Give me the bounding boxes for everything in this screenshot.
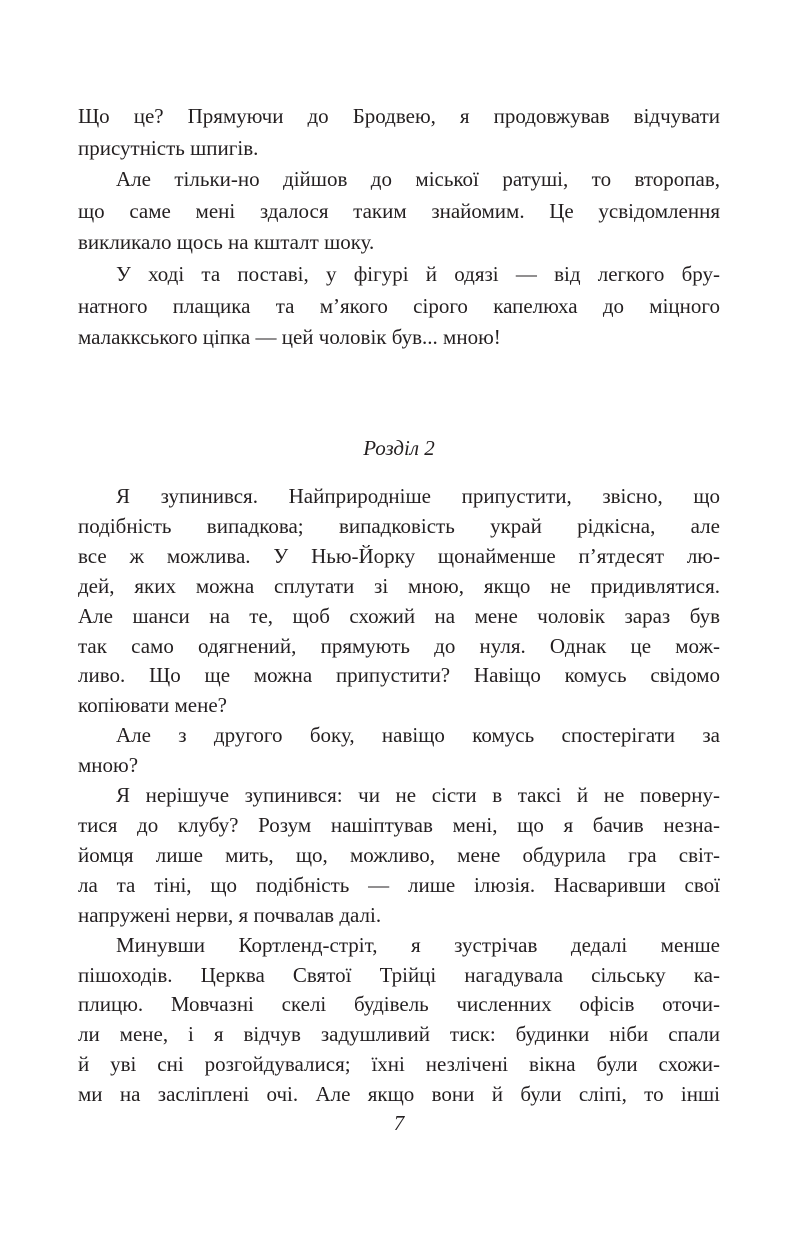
text-line: так само одягнений, прямують до нуля. Однак це мож- xyxy=(78,633,720,658)
text-line: й уві сні розгойдувалися; їхні незлічені вікна були схожи- xyxy=(78,1052,720,1077)
text-line: присутність шпигів. xyxy=(78,135,259,160)
text-line: ливо. Що ще можна припустити? Навіщо комусь свідомо xyxy=(78,663,720,688)
paragraph xyxy=(78,164,720,259)
paragraph xyxy=(78,721,720,781)
text-line: ли мене, і я відчув задушливий тиск: будинки ніби спали xyxy=(78,1022,720,1047)
text-line: Я нерішуче зупинився: чи не сісти в таксі й не поверну- xyxy=(116,783,720,808)
text-line: подібність випадкова; випадковість украй рідкісна, але xyxy=(78,513,720,538)
text-line: що саме мені здалося таким знайомим. Це усвідомлення xyxy=(78,198,720,223)
text-line: малаккського ціпка — цей чоловік був... мною! xyxy=(78,325,501,350)
text-line: дей, яких можна сплутати зі мною, якщо не придивлятися. xyxy=(78,573,720,598)
text-block-top xyxy=(78,101,720,354)
paragraph xyxy=(78,781,720,931)
paragraph xyxy=(78,482,720,721)
text-line: натного плащика та м’якого сірого капелюха до міцного xyxy=(78,293,720,318)
text-line: Минувши Кортленд-стріт, я зустрічав дедалі менше xyxy=(116,932,720,957)
text-block-chapter xyxy=(78,482,720,1110)
text-line: Що це? Прямуючи до Бродвею, я продовжував відчувати xyxy=(78,104,720,128)
text-line: тися до клубу? Розум нашіптував мені, що я бачив незна- xyxy=(78,812,720,837)
text-line: ла та тіні, що подібність — лише ілюзія. Насваривши свої xyxy=(78,872,720,897)
text-line: копіювати мене? xyxy=(78,693,227,718)
text-line: Але шанси на те, щоб схожий на мене чоловік зараз був xyxy=(78,603,720,628)
paragraph xyxy=(78,931,720,1110)
text-line: Але тільки-но дійшов до міської ратуші, то второпав, xyxy=(116,167,720,192)
paragraph xyxy=(78,101,720,164)
text-line: Але з другого боку, навіщо комусь спостерігати за xyxy=(116,723,720,748)
text-line: мною? xyxy=(78,753,139,778)
paragraph xyxy=(78,259,720,354)
text-line: Я зупинився. Найприродніше припустити, звісно, що xyxy=(116,484,720,508)
page-number: 7 xyxy=(393,1111,405,1135)
text-line: йомця лише мить, що, можливо, мене обдурила гра світ- xyxy=(78,842,720,867)
text-line: все ж можлива. У Нью-Йорку щонайменше п’ятдесят лю- xyxy=(78,543,720,568)
chapter-heading: Розділ 2 xyxy=(363,436,435,460)
text-line: У ході та поставі, у фігурі й одязі — від легкого бру- xyxy=(116,261,720,286)
text-line: пішоходів. Церква Святої Трійці нагадувала сільську ка- xyxy=(78,962,720,987)
text-line: напружені нерви, я почвалав далі. xyxy=(78,902,382,927)
text-line: плицю. Мовчазні скелі будівель численних офісів оточи- xyxy=(78,992,720,1017)
text-line: ми на засліплені очі. Але якщо вони й були сліпі, то інші xyxy=(78,1082,720,1107)
text-line: викликало щось на кшталт шоку. xyxy=(78,230,375,255)
